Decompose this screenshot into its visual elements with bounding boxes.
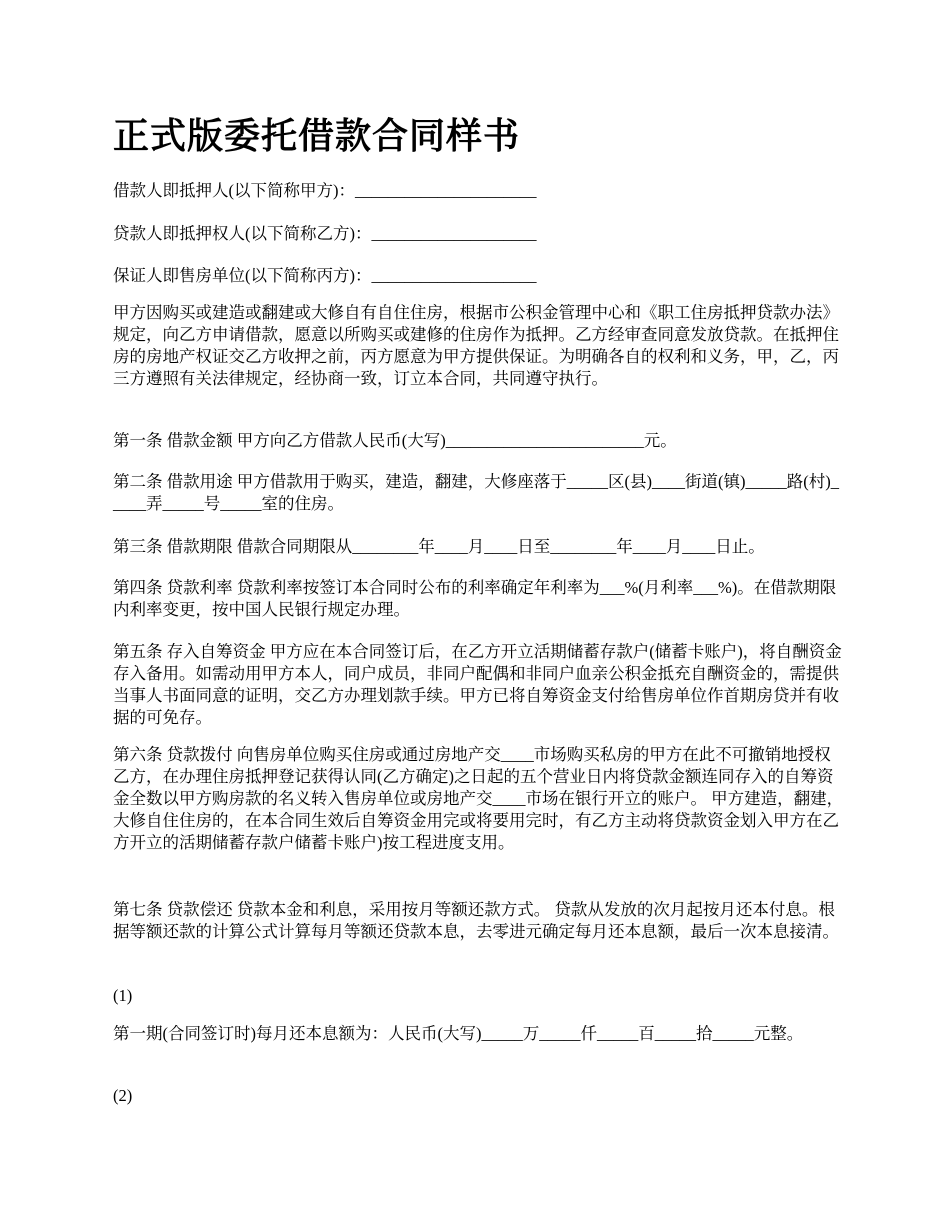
party-c-line: 保证人即售房单位(以下简称丙方)：____________________ [113,266,537,285]
article-4: 第四条 贷款利率 贷款利率按签订本合同时公布的利率确定年利率为___%(月利率___%)。在借款期限内利率变更，按中国人民银行规定办理。 [113,578,837,619]
item-1-label: (1) [113,986,133,1005]
article-2: 第二条 借款用途 甲方借款用于购买，建造，翻建，大修座落于_____区(县)____街道(镇)_____路(村)_____弄_____号_____室的住房。 [113,472,839,513]
preamble-paragraph: 甲方因购买或建造或翻建或大修自有自住住房，根据市公积金管理中心和《职工住房抵押贷款办法》规定，向乙方申请借款，愿意以所购买或建修的住房作为抵押。乙方经审查同意发放贷款。在抵押住房的房地产权证交乙方收押之前，丙方愿意为甲方提供保证。为明确各自的权利和义务，甲，乙，丙三方遵照有关法律规定，经协商一致，订立本合同，共同遵守执行。 [113,303,839,388]
article-1: 第一条 借款金额 甲方向乙方借款人民币(大写)________________________元。 [113,431,677,450]
item-2-label: (2) [113,1086,133,1105]
first-period-line: 第一期(合同签订时)每月还本息额为：人民币(大写)_____万_____仟_____百_____拾_____元整。 [113,1024,804,1043]
article-7: 第七条 贷款偿还 贷款本金和利息，采用按月等额还款方式。 贷款从发放的次月起按月还本付息。根据等额还款的计算公式计算每月等额还贷款本息，去零进元确定每月还本息额，最后一次本息接清。 [113,900,839,941]
party-a-line: 借款人即抵押人(以下简称甲方)：______________________ [113,181,537,200]
party-b-line: 贷款人即抵押权人(以下简称乙方)：____________________ [113,224,537,243]
document-title: 正式版委托借款合同样书 [113,116,521,156]
article-6: 第六条 贷款拨付 向售房单位购买住房或通过房地产交____市场购买私房的甲方在此不可撤销地授权乙方，在办理住房抵押登记获得认同(乙方确定)之日起的五个营业日内将贷款金额连同存入的自筹资金全数以甲方购房款的名义转入售房单位或房地产交____市场在银行开立的账户。 甲方建造，翻建，大修自住住房的，在本合同生效后自筹资金用完或将要用完时，有乙方主动将贷款资金划入甲方在乙方开立的活期储蓄存款户储蓄卡账户)按工程进度支用。 [113,745,844,852]
article-3: 第三条 借款期限 借款合同期限从________年____月____日至________年____月____日止。 [113,537,765,556]
article-5: 第五条 存入自筹资金 甲方应在本合同签订后，在乙方开立活期储蓄存款户(储蓄卡账户)，将自酬资金存入备用。如需动用甲方本人，同户成员，非同户配偶和非同户血亲公积金抵充自酬资金的，需提供当事人书面同意的证明，交乙方办理划款手续。甲方已将自筹资金支付给售房单位作首期房贷并有收据的可免存。 [113,642,842,727]
